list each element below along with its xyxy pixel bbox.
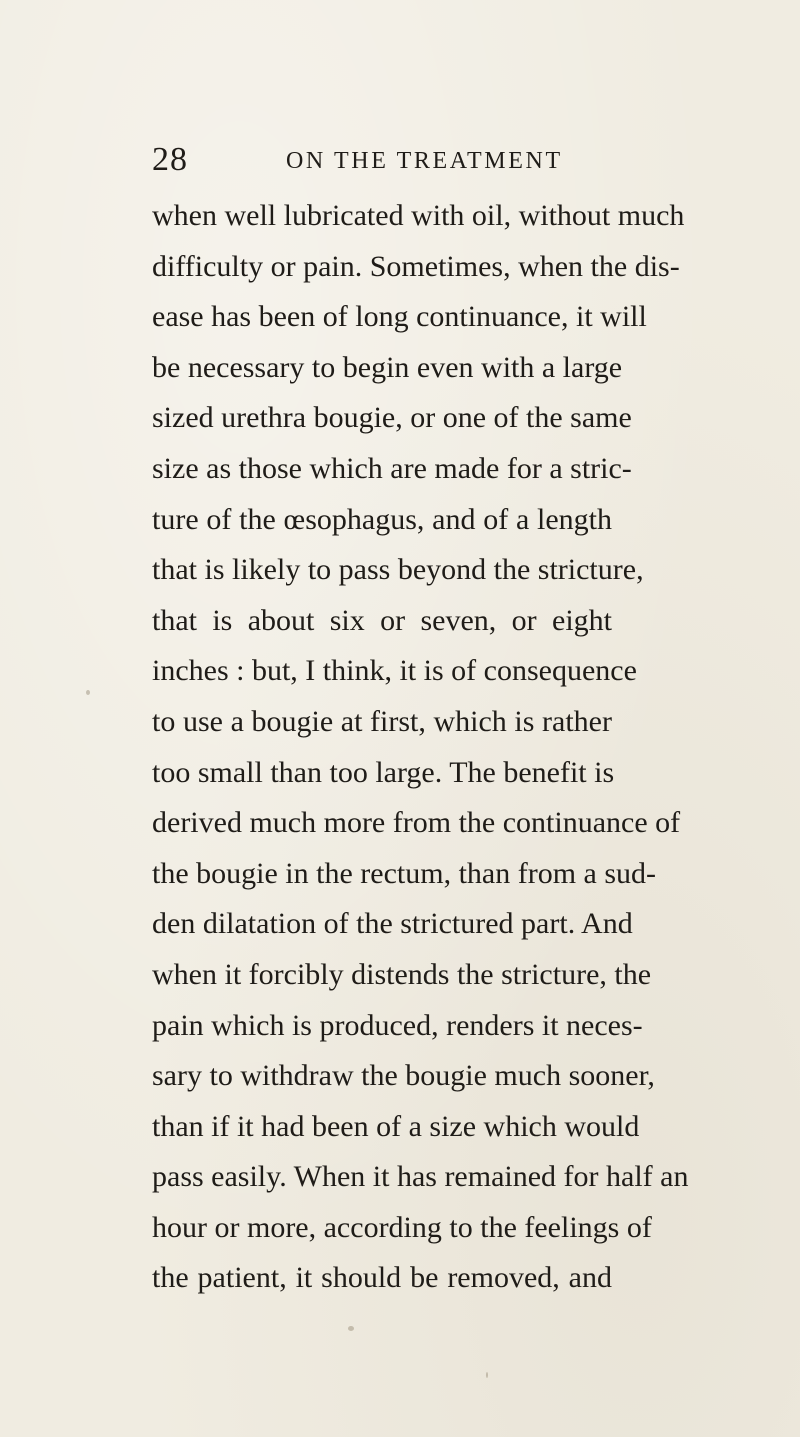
page-header bbox=[152, 140, 612, 180]
text-line: that is about six or seven, or eight bbox=[152, 603, 612, 637]
page-number: 28 bbox=[152, 141, 188, 178]
text-line: the patient, it should be removed, and bbox=[152, 1261, 612, 1295]
text-line: that is likely to pass beyond the stricture, bbox=[152, 553, 644, 587]
running-head: ON THE TREATMENT bbox=[286, 148, 563, 174]
text-line: to use a bougie at first, which is rather bbox=[152, 704, 612, 738]
text-line: difficulty or pain. Sometimes, when the dis- bbox=[152, 249, 680, 283]
text-line: too small than too large. The benefit is bbox=[152, 755, 615, 789]
text-line: the bougie in the rectum, than from a sud- bbox=[152, 856, 657, 890]
text-line: inches : but, I think, it is of consequence bbox=[152, 654, 637, 688]
text-line: pass easily. When it has remained for half an bbox=[152, 1160, 689, 1194]
text-line: sary to withdraw the bougie much sooner, bbox=[152, 1059, 655, 1093]
text-line: when it forcibly distends the stricture, the bbox=[152, 957, 652, 991]
text-line: ture of the œsophagus, and of a length bbox=[152, 502, 612, 536]
paper-speck bbox=[486, 1372, 488, 1378]
text-line: hour or more, according to the feelings of bbox=[152, 1210, 652, 1244]
text-line: size as those which are made for a stric- bbox=[152, 451, 632, 485]
text-line: sized urethra bougie, or one of the same bbox=[152, 401, 632, 435]
text-line: derived much more from the continuance of bbox=[152, 806, 681, 840]
body-text bbox=[152, 191, 689, 1304]
text-line: than if it had been of a size which would bbox=[152, 1109, 640, 1143]
text-line: ease has been of long continuance, it will bbox=[152, 300, 647, 334]
text-line: when well lubricated with oil, without much bbox=[152, 199, 685, 232]
paper-speck bbox=[348, 1326, 354, 1331]
text-line: pain which is produced, renders it neces- bbox=[152, 1008, 643, 1042]
paper-speck bbox=[86, 690, 90, 695]
text-line: den dilatation of the strictured part. And bbox=[152, 907, 633, 941]
text-line: be necessary to begin even with a large bbox=[152, 350, 623, 384]
